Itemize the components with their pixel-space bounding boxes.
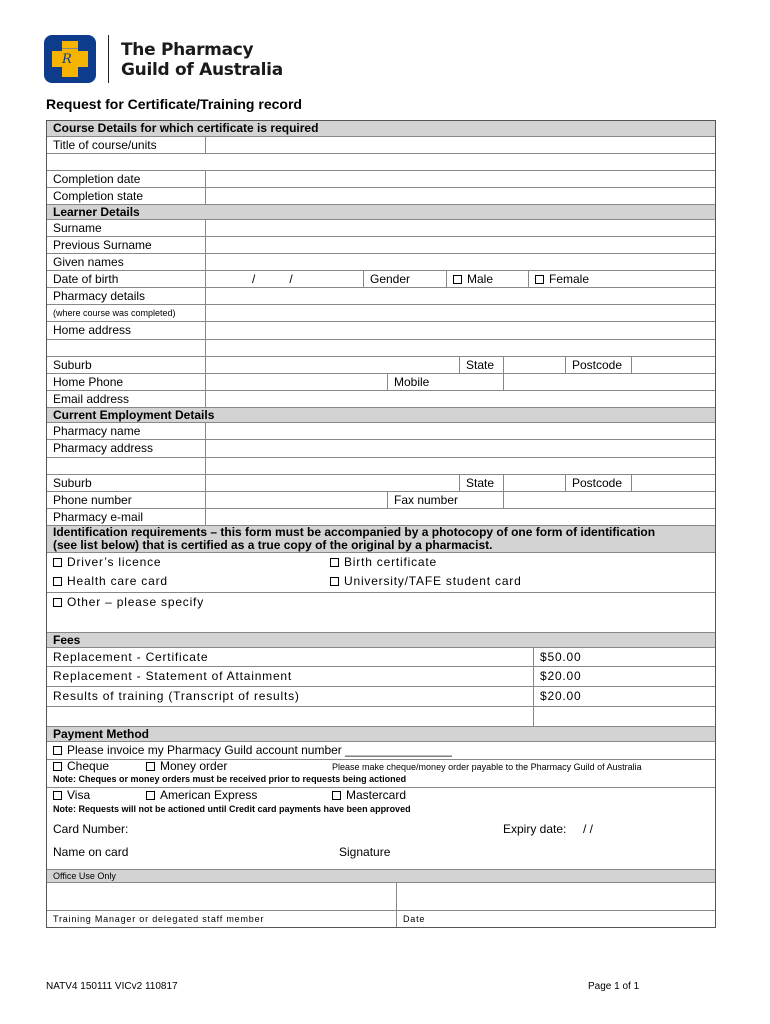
- invoice-option[interactable]: [47, 742, 715, 759]
- identification-header-line1: Identification requirements – this form must be accompanied by a photocopy of one form of identification: [53, 525, 656, 539]
- male-label: Male: [467, 272, 494, 286]
- signature-label: Signature: [339, 845, 391, 859]
- birth-certificate-label: Birth certificate: [344, 555, 437, 569]
- identification-header: [47, 525, 715, 552]
- pharmacy-email-label: Pharmacy e-mail: [53, 510, 144, 524]
- female-option[interactable]: [528, 271, 715, 287]
- fee-amount: $20.00: [533, 667, 715, 686]
- fax-label: Fax number: [387, 492, 503, 508]
- mobile-field[interactable]: [503, 374, 715, 390]
- visa-checkbox[interactable]: [53, 791, 62, 800]
- cheque-option[interactable]: [53, 760, 146, 774]
- fee-label: Replacement - Statement of Attainment: [53, 669, 293, 683]
- mobile-label: Mobile: [387, 374, 503, 390]
- pharmacy-details-field[interactable]: [205, 288, 715, 304]
- title-label: Title of course/units: [53, 138, 157, 152]
- pharmacy-details-note: (where course was completed): [53, 308, 176, 318]
- student-card-option[interactable]: [324, 572, 715, 592]
- mastercard-option[interactable]: [332, 788, 406, 803]
- payable-note: Please make cheque/money order payable to the Pharmacy Guild of Australia: [332, 762, 642, 772]
- title-field[interactable]: [205, 137, 715, 153]
- employment-suburb-label: Suburb: [53, 476, 92, 490]
- other-id-label: Other – please specify: [67, 595, 204, 609]
- suburb-field[interactable]: [205, 357, 459, 373]
- course-header: Course Details for which certificate is required: [47, 121, 715, 136]
- name-on-card-label: Name on card: [53, 845, 129, 859]
- other-id-option[interactable]: [47, 593, 715, 632]
- pharmacy-address-field[interactable]: [205, 440, 715, 457]
- logo-divider: [108, 35, 109, 83]
- employment-postcode-field[interactable]: [631, 475, 715, 491]
- office-date-field[interactable]: [396, 883, 715, 910]
- dob-label: Date of birth: [53, 272, 119, 286]
- mastercard-checkbox[interactable]: [332, 791, 341, 800]
- surname-label: Surname: [53, 221, 102, 235]
- drivers-licence-checkbox[interactable]: [53, 558, 62, 567]
- female-checkbox[interactable]: [535, 275, 544, 284]
- drivers-licence-label: Driver’s licence: [67, 555, 162, 569]
- completion-state-label: Completion state: [53, 189, 144, 203]
- phone-number-label: Phone number: [53, 493, 132, 507]
- fee-label: Results of training (Transcript of results): [53, 689, 300, 703]
- male-checkbox[interactable]: [453, 275, 462, 284]
- given-names-field[interactable]: [205, 254, 715, 270]
- birth-certificate-option[interactable]: [324, 553, 715, 572]
- given-names-label: Given names: [53, 255, 124, 269]
- visa-label: Visa: [67, 788, 91, 802]
- fee-amount: $50.00: [533, 648, 715, 666]
- employment-state-field[interactable]: [503, 475, 565, 491]
- money-order-option[interactable]: [146, 760, 332, 774]
- pharmacy-details-label: Pharmacy details: [53, 289, 146, 303]
- pharmacy-details-field-2[interactable]: [205, 305, 715, 321]
- pharmacy-address-label: Pharmacy address: [53, 441, 154, 455]
- manager-signature-field[interactable]: [47, 883, 396, 910]
- employment-postcode-label: Postcode: [565, 475, 631, 491]
- completion-date-field[interactable]: [205, 171, 715, 187]
- state-label: State: [459, 357, 503, 373]
- employment-suburb-field[interactable]: [205, 475, 459, 491]
- drivers-licence-option[interactable]: [47, 553, 324, 572]
- pharmacy-address-field-2[interactable]: [205, 458, 715, 474]
- fee-amount: $20.00: [533, 687, 715, 706]
- card-number-label: Card Number:: [53, 822, 129, 836]
- birth-certificate-checkbox[interactable]: [330, 558, 339, 567]
- completion-state-field[interactable]: [205, 188, 715, 204]
- health-care-card-label: Health care card: [67, 574, 168, 588]
- fee-total-field[interactable]: [533, 707, 715, 726]
- request-form: [46, 120, 716, 928]
- office-date-label: Date: [396, 911, 715, 927]
- previous-surname-field[interactable]: [205, 237, 715, 253]
- page-number: Page 1 of 1: [588, 981, 640, 992]
- pharmacy-email-field[interactable]: [205, 509, 715, 525]
- learner-header: Learner Details: [47, 204, 715, 219]
- employment-header: Current Employment Details: [47, 407, 715, 422]
- health-care-card-checkbox[interactable]: [53, 577, 62, 586]
- suburb-label: Suburb: [53, 358, 92, 372]
- identification-header-line2: (see list below) that is certified as a true copy of the original by a pharmacist.: [53, 538, 493, 552]
- home-address-label: Home address: [53, 323, 132, 337]
- previous-surname-label: Previous Surname: [53, 238, 152, 252]
- student-card-checkbox[interactable]: [330, 577, 339, 586]
- card-note: Note: Requests will not be actioned until Credit card payments have been approved: [53, 804, 411, 814]
- gender-label: Gender: [363, 271, 446, 287]
- email-field[interactable]: [205, 391, 715, 407]
- payment-header: Payment Method: [47, 726, 715, 741]
- fees-header: Fees: [47, 632, 715, 647]
- home-address-field-2[interactable]: [205, 340, 715, 356]
- cheque-note: Note: Cheques or money orders must be received prior to requests being actioned: [53, 774, 407, 784]
- cheque-label: Cheque: [67, 759, 110, 773]
- mastercard-label: Mastercard: [346, 788, 407, 802]
- money-order-label: Money order: [160, 759, 228, 773]
- invoice-checkbox[interactable]: [53, 746, 62, 755]
- fee-label: Replacement - Certificate: [53, 650, 209, 664]
- expiry-separators: / /: [583, 822, 594, 836]
- state-field[interactable]: [503, 357, 565, 373]
- email-label: Email address: [53, 392, 130, 406]
- home-address-field[interactable]: [205, 322, 715, 339]
- manager-label: Training Manager or delegated staff member: [53, 914, 265, 924]
- pharmacy-name-label: Pharmacy name: [53, 424, 141, 438]
- amex-option[interactable]: [146, 788, 332, 803]
- employment-state-label: State: [459, 475, 503, 491]
- home-phone-label: Home Phone: [53, 375, 124, 389]
- postcode-field[interactable]: [631, 357, 715, 373]
- invoice-label: Please invoice my Pharmacy Guild account number ________________: [67, 743, 452, 757]
- visa-option[interactable]: [53, 788, 146, 803]
- money-order-checkbox[interactable]: [146, 762, 155, 771]
- health-care-card-option[interactable]: [47, 572, 324, 592]
- male-option[interactable]: [446, 271, 528, 287]
- logo-line2: Guild of Australia: [121, 60, 283, 80]
- amex-checkbox[interactable]: [146, 791, 155, 800]
- female-label: Female: [549, 272, 590, 286]
- expiry-label: Expiry date:: [503, 822, 567, 836]
- logo-r-glyph: R: [62, 48, 78, 70]
- logo-text: [121, 40, 283, 80]
- office-use-header: Office Use Only: [47, 869, 715, 882]
- completion-date-label: Completion date: [53, 172, 141, 186]
- guild-logo-mark: [44, 35, 96, 83]
- dob-separator-2: /: [289, 272, 293, 286]
- title-field-2[interactable]: [47, 154, 715, 170]
- logo-line1: The Pharmacy: [121, 40, 254, 60]
- form-code: NATV4 150111 VICv2 110817: [46, 981, 178, 992]
- form-title: Request for Certificate/Training record: [46, 96, 302, 112]
- phone-number-field[interactable]: [205, 492, 387, 508]
- cheque-checkbox[interactable]: [53, 762, 62, 771]
- amex-label: American Express: [160, 788, 258, 802]
- postcode-label: Postcode: [565, 357, 631, 373]
- pharmacy-name-field[interactable]: [205, 423, 715, 439]
- surname-field[interactable]: [205, 220, 715, 236]
- other-id-checkbox[interactable]: [53, 598, 62, 607]
- student-card-label: University/TAFE student card: [344, 574, 522, 588]
- fax-field[interactable]: [503, 492, 715, 508]
- home-phone-field[interactable]: [205, 374, 387, 390]
- dob-field[interactable]: [205, 271, 363, 287]
- dob-separator-1: /: [252, 272, 256, 286]
